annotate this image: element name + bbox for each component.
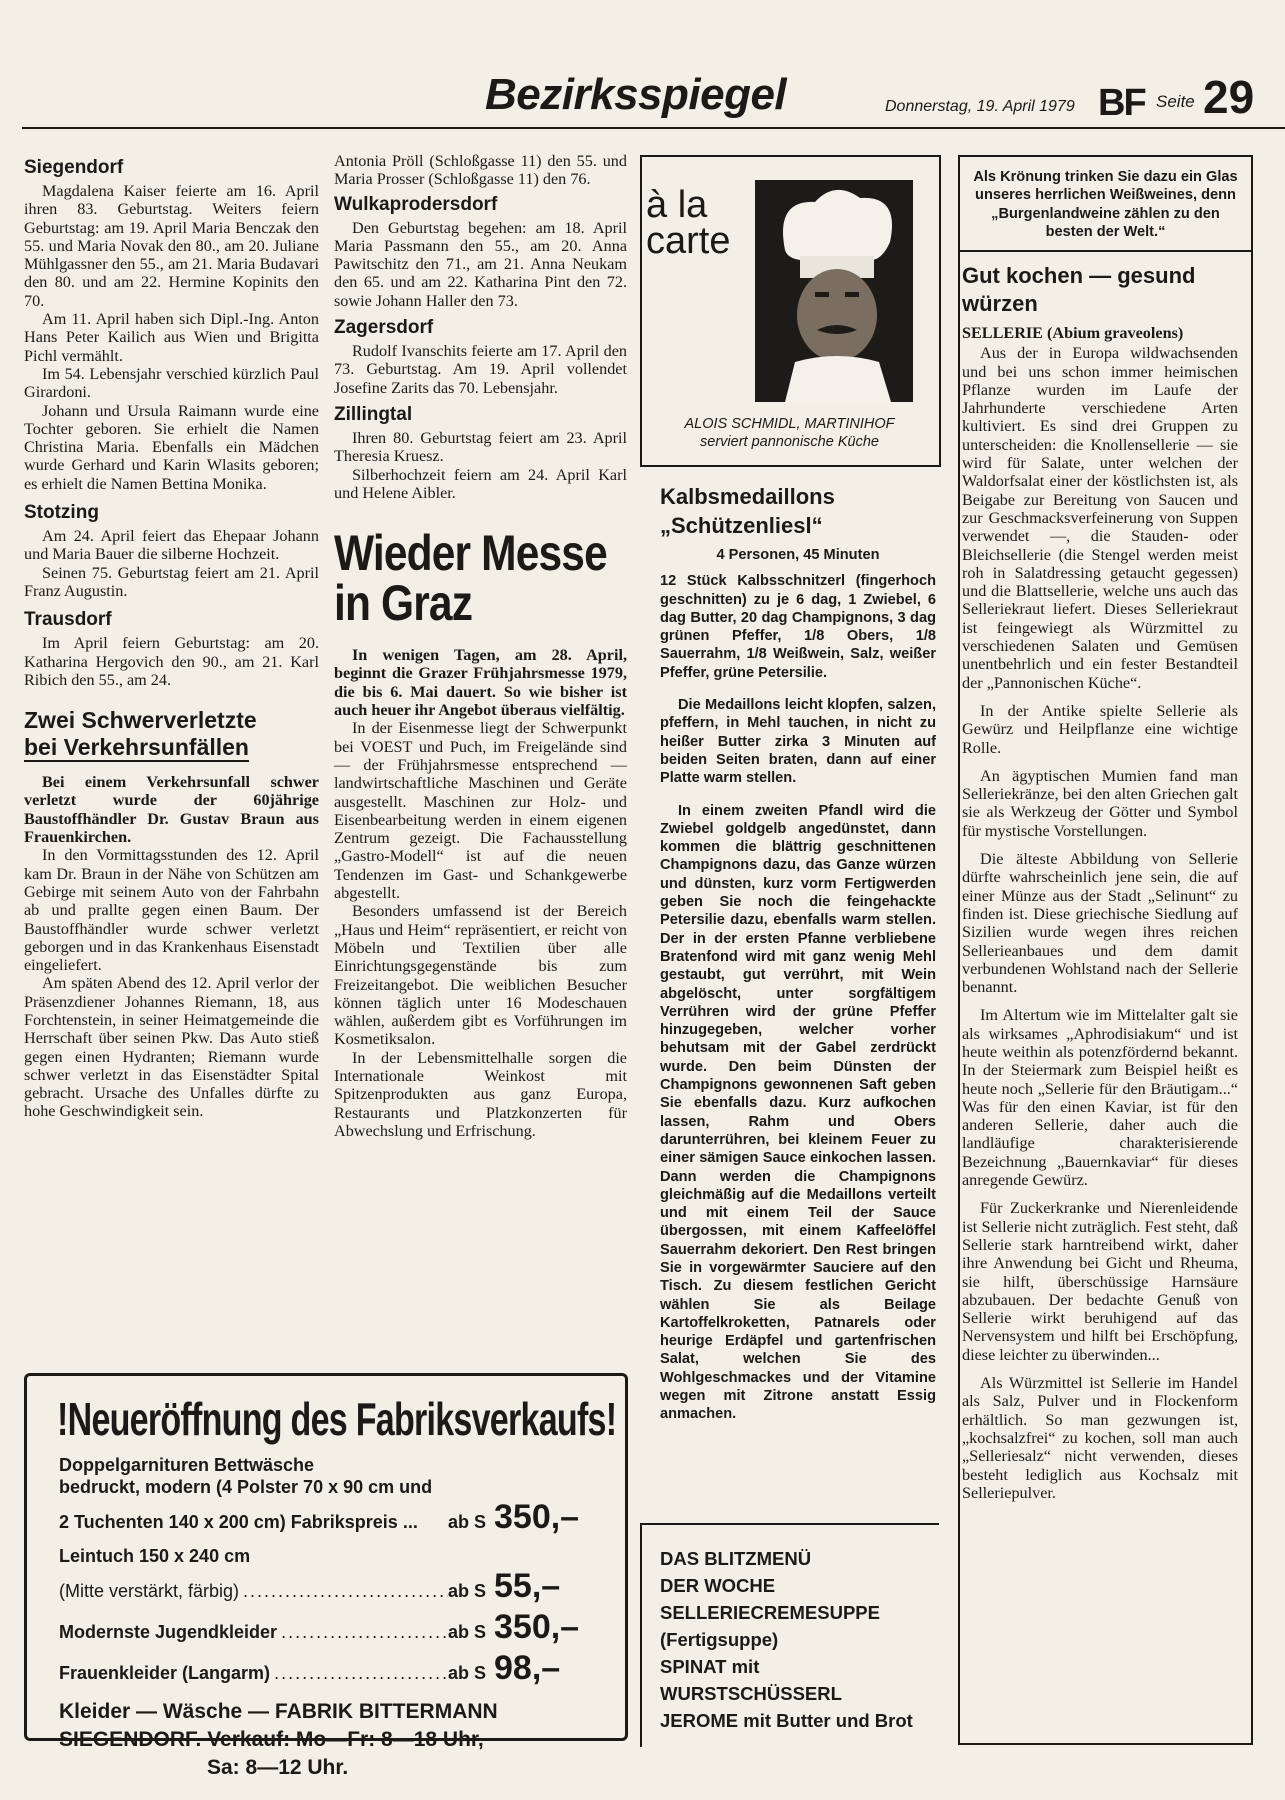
- recipe-subtitle: 4 Personen, 45 Minuten: [716, 547, 880, 563]
- a-la-carte-logo: [646, 184, 731, 262]
- right-column-border-left: [958, 155, 960, 1745]
- section-title: Bezirksspiegel: [485, 70, 787, 119]
- ad-price: 350,–: [494, 1498, 580, 1536]
- ad-leader-dots: [239, 1581, 448, 1602]
- paragraph: Im April feiern Geburtstag: am 20. Katharina Hergovich den 90., am 21. Karl Ribich den 55., am 24.: [24, 634, 319, 689]
- lead-paragraph: In wenigen Tagen, am 28. April, beginnt die Grazer Frühjahrsmesse 1979, die bis 6. Mai dauert. So wie bisher ist auch heuer ihr Angebot überaus vielfältig.: [334, 646, 627, 720]
- ad-item: 2 Tuchenten 140 x 200 cm) Fabrikspreis ...: [59, 1512, 418, 1532]
- ad-price-row: [59, 1498, 604, 1537]
- chef-caption: [646, 415, 933, 451]
- paragraph: Als Würzmittel ist Sellerie im Handel als Salz, Pulver und in Flockenform erhältlich. So man gezwungen ist, „kochsalzfrei“ zu kochen, soll man auch „Selleriesalz“ nicht verwenden, dieses besteht lediglich aus Kochsalz mit Selleriepulver.: [962, 1374, 1238, 1502]
- lead-paragraph: Bei einem Verkehrsunfall schwer verletzt wurde der 60jährige Baustoffhändler Dr. Gustav Braun aus Frauenkirchen.: [24, 773, 319, 847]
- recipe-title-line1: Kalbsmedaillons: [660, 484, 835, 509]
- paragraph: Am 11. April haben sich Dipl.-Ing. Anton Hans Peter Kailich aus Wien und Brigitta Pichl vermählt.: [24, 310, 319, 365]
- column-1: [24, 152, 319, 1121]
- ad-item: Leintuch 150 x 240 cm: [59, 1546, 251, 1566]
- paragraph: Den Geburtstag begehen: am 18. April Maria Passmann den 55., am 20. Anna Pawitschitz den 71., am 21. Anna Neukam den 65. und am 22. Katharina Pint den 72. sowie Johann Haller den 73.: [334, 218, 627, 310]
- paragraph: Am späten Abend des 12. April verlor der Präsenzdiener Johannes Riemann, 18, aus Forchtenstein, in seiner Heimatgemeinde die Herrschaft über seinen Pkw. Das Auto stieß gegen einen Hydranten; Riemann wurde schwer verletzt in das Eisenstädter Spital gebracht. Ursache des Unfalles dürfte zu hohe Geschwindigkeit sein.: [24, 974, 319, 1121]
- sellerie-title: [962, 262, 1238, 318]
- ad-ab-label: ab S: [447, 1581, 486, 1601]
- paragraph: Im 54. Lebensjahr verschied kürzlich Paul Girardoni.: [24, 364, 319, 402]
- column-2: [334, 152, 627, 1140]
- ad-leader-dots: [277, 1622, 448, 1643]
- ad-price-row: [59, 1608, 604, 1647]
- paragraph: Johann und Ursula Raimann wurde eine Tochter geboren. Sie erhielt die Namen Christina Maria. Ebenfalls ein Mädchen wurde Gerhard und Karin Wlasits geboren; es erhielt die Namen Bettina Monika.: [24, 401, 319, 493]
- recipe-step: Die Medaillons leicht klopfen, salzen, pfeffern, in Mehl tauchen, in nicht zu heißer Butter zirka 3 Minuten auf beiden Seiten braten, dann auf einer Platte warm stellen.: [660, 697, 936, 787]
- ad-intro-line: bedruckt, modern (4 Polster 70 x 90 cm und: [59, 1477, 433, 1497]
- ad-body: [59, 1454, 604, 1782]
- paragraph: Antonia Pröll (Schloßgasse 11) den 55. und Maria Prosser (Schloßgasse 11) den 76.: [334, 152, 627, 189]
- paragraph: In den Vormittagsstunden des 12. April kam Dr. Braun in der Nähe von Schützen am Gebirge mit seinem Auto von der Fahrbahn ab und prallte gegen einen Baum. Der Baustoffhändler wurde schwer verletzt geborgen und in das Krankenhaus Eisenstadt eingeliefert.: [24, 846, 319, 975]
- paragraph: Rudolf Ivanschits feierte am 17. April den 73. Geburtstag. Am 19. April vollendet Josefine Zarits das 70. Lebensjahr.: [334, 342, 627, 397]
- ad-footer-line: Kleider — Wäsche — FABRIK BITTERMANN: [59, 1700, 498, 1723]
- advertisement-box: [24, 1373, 628, 1779]
- chef-photo: [755, 180, 913, 402]
- chef-caption-line2: serviert pannonische Küche: [700, 434, 879, 450]
- recipe-step: In einem zweiten Pfandl wird die Zwiebel goldgelb angedünstet, dann kommen die blättrig geschnittenen Champignons dazu, das Ganze würzen und dünsten, kurz vorm Fertigwerden geben Sie noch die feingehackte Petersilie dazu, ebenfalls warm stellen. Der in der ersten Pfanne verbliebene Bratenfond wird mit ganz wenig Mehl gestaubt, gut verrührt, mit Wein abgelöscht, unter sorgfältigem Verrühren wird der grüne Pfeffer hinzugegeben, welcher vorher behutsam mit der Gabel zerdrückt wurde. Den beim Dünsten der Champignons gewonnenen Saft geben Sie ebenfalls dazu. Kurz aufkochen lassen, Rahm und Obers darunterrühren, bei kleinem Feuer zu einer sämigen Sauce einkochen lassen. Dann werden die Champignons gleichmäßig auf die Medaillons verteilt und mit einem Teil der Sauce übergossen, mit einem Kaffeelöffel Sauerrahm dekoriert. Den Rest bringen Sie in vorgewärmter Sauciere auf den Tisch. Zu diesem festlichen Gericht wählen Sie als Beilage Kartoffelkroketten, Patnarels oder heurige Erdäpfel und gartenfrischen Salat, welchen Sie des Wohlgeschmackes und der Vitamine wegen mit Zitrone anstatt Essig anmachen.: [660, 802, 936, 1423]
- ad-ab-label: ab S: [447, 1663, 486, 1683]
- ad-price-row: [59, 1567, 604, 1606]
- blitzmenu-box: [640, 1523, 939, 1747]
- ad-row-leintuch: [59, 1545, 604, 1606]
- heading-siegendorf: Siegendorf: [24, 157, 124, 178]
- heading-unfall-line1: Zwei Schwerverletzte: [24, 707, 257, 734]
- paragraph: Besonders umfassend ist der Bereich „Haus und Heim“ repräsentiert, er reicht von Möbeln und Textilien über alle Einrichtungsgegenstände bis zum Freizeitangebot. Die weiblichen Besucher können täglich unter 16 Modeschauen wählen, außerdem gibt es Vorführungen im Kosmetiksalon.: [334, 902, 627, 1049]
- recipe: [660, 482, 936, 1424]
- ad-price: 98,–: [494, 1649, 561, 1687]
- blitzmenu-line: SPINAT mit: [660, 1656, 760, 1677]
- paragraph: In der Eisenmesse liegt der Schwerpunkt bei VOEST und Puch, im Freigelände sind — der Frühjahrsmesse entsprechend — landwirtschaftliche Maschinen und Geräte ausgestellt. Maschinen zur Holz- und Eisenbearbeitung werden in einem eigenen Zentrum gezeigt. Die Fachausstellung „Gastro-Modell“ ist auf die neuen Tendenzen im Gast- und Schankgewerbe abgestellt.: [334, 719, 627, 903]
- paragraph: Am 24. April feiert das Ehepaar Johann und Maria Bauer die silberne Hochzeit.: [24, 527, 319, 564]
- chef-caption-line1: ALOIS SCHMIDL, MARTINIHOF: [684, 416, 895, 432]
- heading-messe-line2: in Graz: [334, 575, 473, 632]
- ad-title: !Neueröffnung des Fabriksverkaufs!: [57, 1393, 617, 1445]
- blitzmenu: [660, 1545, 913, 1734]
- recipe-body: [660, 572, 936, 1423]
- ad-item: Frauenkleider (Langarm): [59, 1663, 271, 1683]
- ad-price: 55,–: [494, 1567, 561, 1605]
- issue-date: Donnerstag, 19. April 1979: [885, 98, 1075, 115]
- heading-unfall-line2: bei Verkehrsunfällen: [24, 734, 249, 761]
- ad-ab-label: ab S: [447, 1512, 486, 1532]
- ad-price-row: [59, 1649, 604, 1688]
- ad-intro-line: Doppelgarnituren Bettwäsche: [59, 1455, 315, 1475]
- paragraph: Silberhochzeit feiern am 24. April Karl und Helene Aibler.: [334, 465, 627, 502]
- sellerie-title-line1: Gut kochen — gesund: [962, 263, 1196, 288]
- heading-zagersdorf: Zagersdorf: [334, 317, 434, 339]
- blitzmenu-line: DER WOCHE: [660, 1575, 776, 1596]
- paragraph: Ihren 80. Geburtstag feiert am 23. April Theresia Kruesz.: [334, 428, 627, 466]
- paragraph: In der Antike spielte Sellerie als Gewürz und Heilpflanze eine wichtige Rolle.: [962, 701, 1238, 757]
- a-la-carte-line1: à la: [646, 184, 708, 226]
- wine-note: Als Krönung trinken Sie dazu ein Glas unseres herrlichen Weißweines, denn „Burgenlandweine zählen zu den besten der Welt.“: [973, 169, 1238, 240]
- heading-zillingtal: Zillingtal: [334, 403, 413, 425]
- recipe-title: [660, 482, 936, 540]
- blitzmenu-line: JEROME mit Butter und Brot: [660, 1710, 913, 1731]
- paragraph: Für Zuckerkranke und Nierenleidende ist Sellerie nicht zuträglich. Fest steht, daß Sellerie stark harntreibend wirkt, daher ihre Anwendung bei Gicht und Rheuma, sie hilft, überschüssige Harnsäure abzubauen. Der bedachte Genuß von Sellerie wirkt beruhigend auf das Nervensystem und hilft bei Erschöpfung, diese leichter zu überwinden...: [962, 1199, 1238, 1364]
- heading-trausdorf: Trausdorf: [24, 609, 112, 631]
- sellerie-article: [962, 262, 1238, 1502]
- ad-leader-dots: [270, 1663, 448, 1684]
- paragraph: Aus der in Europa wildwachsenden und bei uns schon immer heimischen Pflanze wurden im Laufe der Jahrhunderte verschiedene Arten kultiviert. Es sind drei Gruppen zu unterscheiden: die Knollensellerie — sie wird für Salate, unter welchen der Waldorfsalat einer der köstlichsten ist, als Beigabe zur Bereitung von Saucen und zur Geschmacksverfeinerung von Suppen verwendet —, die Stauden- oder Bleichsellerie (die Stengel werden meist roh in Salatdressing getaucht gegessen) und die Blattsellerie, welche uns auch das Selleriekraut liefert. Dieses Selleriekraut ist feingewiegt als Würzmittel zu verschiedenen Salaten und Gemüsen unentbehrlich und ein fester Bestandteil der „Pannonischen Küche“.: [962, 344, 1238, 692]
- page-label: Seite: [1156, 92, 1195, 111]
- paragraph: Seinen 75. Geburtstag feiert am 21. April Franz Augustin.: [24, 563, 319, 600]
- paragraph: Im Altertum wie im Mittelalter galt sie als wirksames „Aphrodisiakum“ und ist heute weithin als potenzfördernd bekannt. In der Steiermark zum Beispiel heißt es heute noch „Sellerie für den Bräutigam...“ Was für den einen Kaviar, ist für den anderen Sellerie, daher auch die landläufige charakterisierende Bezeichnung „Bauernkaviar“ für dieses anregende Gewürz.: [962, 1006, 1238, 1190]
- blitzmenu-line: SELLERIECREMESUPPE: [660, 1602, 880, 1623]
- sellerie-subhead: SELLERIE (Abium graveolens): [962, 324, 1184, 342]
- page-number: 29: [1203, 71, 1255, 123]
- recipe-title-line2: „Schützenliesl“: [660, 513, 823, 538]
- paragraph: Die älteste Abbildung von Sellerie dürfte wahrscheinlich jene sein, die auf einer Münze aus der Stadt „Selinunt“ zu finden ist. Diese griechische Siedlung auf Sizilien wurde wegen ihres reichen Sellerieanbaues und dem damit verbundenen Wohlstand nach der Sellerie benannt.: [962, 850, 1238, 997]
- ad-footer: [59, 1698, 604, 1782]
- sellerie-title-line2: würzen: [962, 291, 1038, 316]
- newspaper-logo: BF: [1098, 82, 1145, 124]
- heading-stotzing: Stotzing: [24, 502, 99, 524]
- masthead-rule: [22, 127, 1285, 129]
- paragraph: In der Lebensmittelhalle sorgen die Internationale Weinkost mit Spitzenprodukten aus ganz Europa, Restaurants und Platzkonzerten für Abwechslung und Erfrischung.: [334, 1048, 627, 1140]
- ad-price: 350,–: [494, 1608, 580, 1646]
- heading-messe: [334, 525, 607, 632]
- paragraph: Magdalena Kaiser feierte am 16. April ihren 83. Geburtstag. Weiters feiern Geburtstag: am 19. April Maria Benczak den 55. und Maria Novak den 80., am 20. Juliane Mühlgassner den 55., am 21. Maria Budavari den 80. und am 22. Hermine Kopinits den 70.: [24, 182, 319, 310]
- ad-item-detail: (Mitte verstärkt, färbig): [59, 1581, 240, 1601]
- ad-footer-line: SIEGENDORF. Verkauf: Mo—Fr: 8—18 Uhr,: [59, 1728, 484, 1751]
- heading-wulkaprodersdorf: Wulkaprodersdorf: [334, 193, 498, 215]
- recipe-ingredients: 12 Stück Kalbsschnitzerl (fingerhoch geschnitten) zu je 6 dag, 1 Zwiebel, 6 dag Butter, 20 dag Champignons, 3 dag grünen Pfeffer, 1/8 Obers, 1/8 Sauerrahm, 1/8 Weißwein, Salz, weißer Pfeffer, grüne Petersilie.: [660, 573, 936, 681]
- right-column-border-top: [958, 155, 1253, 157]
- wine-note-rule: [958, 250, 1253, 252]
- paragraph: An ägyptischen Mumien fand man Selleriekränze, bei den alten Griechen galt sie als Werkzeug der Götter und Symbol für mystische Vorstellungen.: [962, 766, 1238, 840]
- blitzmenu-line: (Fertigsuppe): [660, 1629, 779, 1650]
- right-column-border-bottom: [958, 1743, 1253, 1745]
- ad-item: Modernste Jugendkleider: [59, 1622, 278, 1642]
- blitzmenu-line: WURSTSCHÜSSERL: [660, 1683, 842, 1704]
- heading-messe-line1: Wieder Messe: [334, 525, 607, 582]
- a-la-carte-line2: carte: [646, 220, 731, 262]
- right-column-border-right: [1251, 155, 1253, 1745]
- ad-footer-line: Sa: 8—12 Uhr.: [207, 1756, 349, 1779]
- ad-ab-label: ab S: [447, 1622, 486, 1642]
- blitzmenu-line: DAS BLITZMENÜ: [660, 1548, 812, 1569]
- heading-unfall: [24, 707, 319, 761]
